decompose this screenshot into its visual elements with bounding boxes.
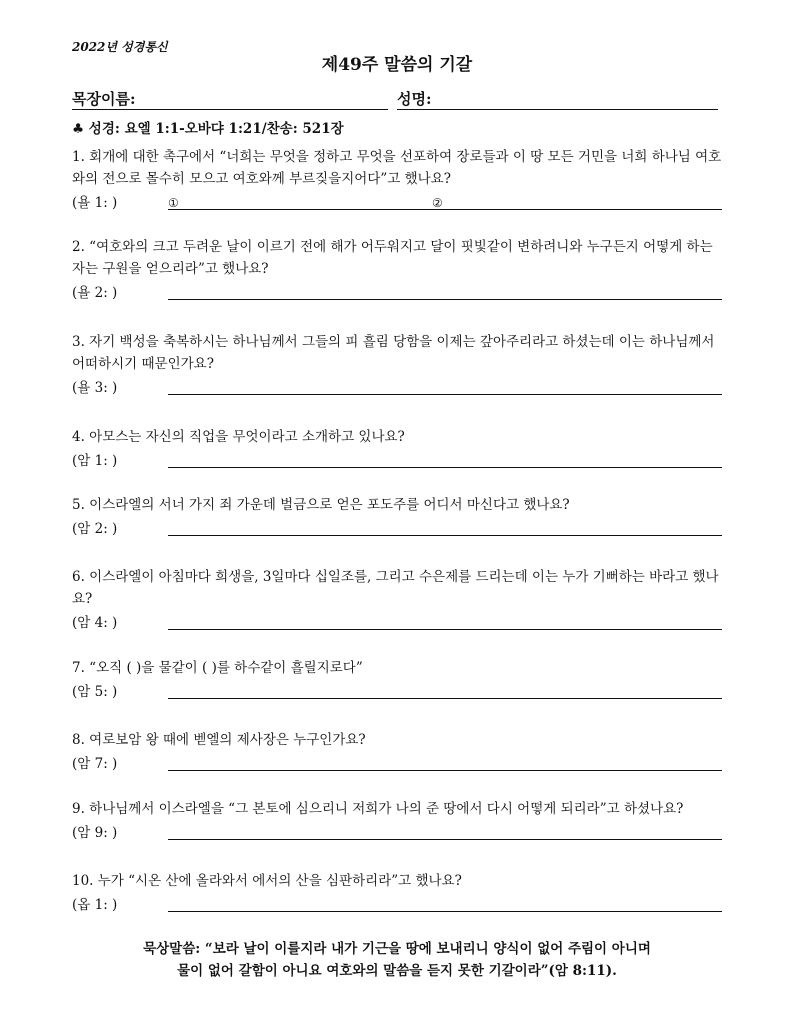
answer-line[interactable] [168,839,722,840]
answer-line[interactable] [168,629,722,630]
question-4 [72,426,724,470]
answer-row [72,612,724,632]
question-7 [72,657,724,701]
answer-line[interactable] [168,535,722,536]
answer-mark-2: ② [432,196,443,210]
question-3 [72,331,724,397]
answer-row [72,518,724,538]
question-text: 6. 이스라엘이 아침마다 희생을, 3일마다 십일조를, 그리고 수은제를 드리는데 이는 누가 기뻐하는 바라고 했나요? [72,569,719,607]
answer-line[interactable] [168,209,722,210]
verse-ref: (암 4: ) [72,615,118,631]
name-row [72,88,718,110]
answer-row [72,377,724,397]
leader-label: 목장이름: [72,90,136,108]
question-text: 2. “여호와의 크고 두려운 날이 이르기 전에 해가 어두워지고 달이 핏빛같이 변하려니와 누구든지 어떻게 하는 자는 구원을 얻으리라”고 했나요? [72,239,713,277]
question-10 [72,870,724,914]
answer-row [72,894,724,914]
question-5 [72,494,724,538]
answer-line[interactable] [168,911,722,912]
question-text: 8. 여로보암 왕 때에 벧엘의 제사장은 누구인가요? [72,732,366,748]
answer-line[interactable] [168,698,722,699]
page-title: 제49주 말씀의 기갈 [321,55,473,75]
answer-line[interactable] [168,394,722,395]
scripture-line: ♣ 성경: 요엘 1:1-오바댜 1:21/찬송: 521장 [72,121,344,137]
answer-row [72,192,724,212]
answer-row [72,450,724,470]
question-9 [72,798,724,842]
question-text: 4. 아모스는 자신의 직업을 무엇이라고 소개하고 있나요? [72,429,405,445]
verse-ref: (옵 1: ) [72,897,118,913]
question-8 [72,729,724,773]
answer-row [72,681,724,701]
verse-ref: (욜 3: ) [72,380,118,396]
question-text: 5. 이스라엘의 서너 가지 죄 가운데 벌금으로 얻은 포도주를 어디서 마신다고 했나요? [72,497,570,513]
verse-ref: (암 2: ) [72,521,118,537]
question-text: 1. 회개에 대한 촉구에서 “너희는 무엇을 정하고 무엇을 선포하여 장로들과 이 땅 모든 거민을 너희 하나님 여호와의 전으로 몰수히 모으고 여호와께 부르짖을지어다”고 했나요? [72,149,722,187]
question-1 [72,146,724,212]
answer-row [72,753,724,773]
meditation-line-1: 묵상말씀: “보라 날이 이를지라 내가 기근을 땅에 보내리니 양식이 없어 주림이 아니며 [143,941,651,957]
verse-ref: (암 9: ) [72,825,118,841]
answer-line[interactable] [168,467,722,468]
verse-ref: (욜 1: ) [72,195,118,211]
verse-ref: (암 1: ) [72,453,118,469]
answer-line[interactable] [168,770,722,771]
question-2 [72,236,724,302]
name-label: 성명: [397,90,432,108]
question-6 [72,566,724,632]
answer-row [72,282,724,302]
question-text: 3. 자기 백성을 축복하시는 하나님께서 그들의 피 흘림 당함을 이제는 갚아주리라고 하셨는데 이는 하나님께서 어떠하시기 때문인가요? [72,334,715,372]
question-text: 7. “오직 ( )을 물같이 ( )를 하수같이 흘릴지로다” [72,660,363,676]
corner-label: 2022년 성경통신 [72,40,168,54]
verse-ref: (욜 2: ) [72,285,118,301]
name-field[interactable] [397,109,718,110]
answer-line[interactable] [168,299,722,300]
question-text: 9. 하나님께서 이스라엘을 “그 본토에 심으리니 저희가 나의 준 땅에서 다시 어떻게 되리라”고 하셨나요? [72,801,684,817]
meditation-line-2: 물이 없어 갈함이 아니요 여호와의 말씀을 듣지 못한 기갈이라”(암 8:11). [177,963,617,979]
verse-ref: (암 5: ) [72,684,118,700]
meditation-verse [60,938,734,982]
answer-row [72,822,724,842]
question-text: 10. 누가 “시온 산에 올라와서 에서의 산을 심판하리라”고 했나요? [72,873,462,889]
leader-field[interactable] [72,109,388,110]
verse-ref: (암 7: ) [72,756,118,772]
answer-mark-1: ① [168,196,179,210]
